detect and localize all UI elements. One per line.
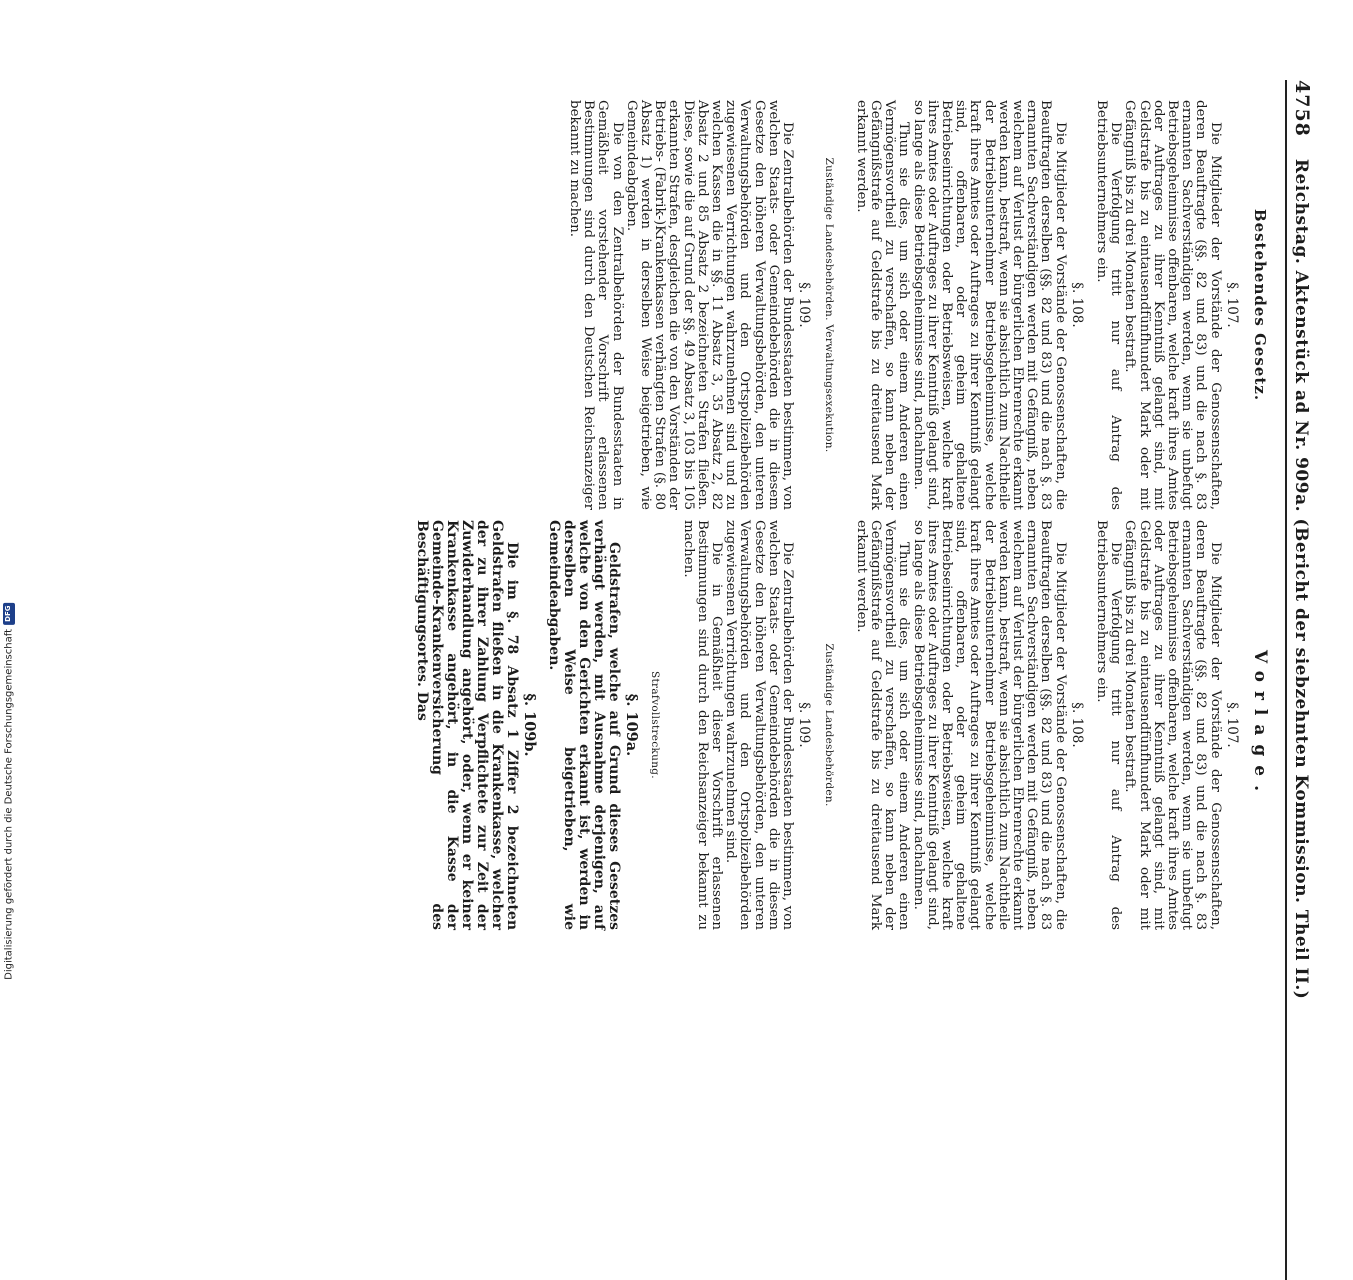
section-heading: §. 108. [1068,282,1085,328]
digitization-credit [2,20,16,980]
paragraph: Die Mitglieder der Vorstände der Genossenschaften, deren Beauftragte (§§. 82 und 83) und die nach §. 83 ernannten Sachverständigen werden, wenn sie unbefugt Betriebsgeheimnisse offenbaren, welche kraft ihres Amtes oder Auftrages zu ihrer Kenntniß gelangt sind, mit Geldstrafe bis zu eintausendfünfhundert Mark oder mit Gefängniß bis zu drei Monaten bestraft. [1122,520,1223,930]
paragraph: Thun sie dies, um sich oder einem Anderen einen Vermögensvortheil zu verschaffen, so kann neben der Gefängnißstrafe auf Geldstrafe bis zu dreitausend Mark erkannt werden. [853,520,912,930]
paragraph: Die im §. 78 Absatz 1 Ziffer 2 bezeichneten Geldstrafen fließen in die Krankenkasse, welcher der zu ihrer Zahlung Verpflichtete zur Zeit der Zuwiderhandlung angehört, oder, wenn er keiner Krankenkasse angehört, in die Kasse der Gemeinde-Krankenversicherung des Beschäftigungsortes. Das [413,520,520,930]
column-existing-law [567,100,1271,510]
section-heading: §. 107. [1223,702,1240,748]
dfg-logo-icon: DFG [3,603,15,625]
section-heading: §. 109b. [521,693,539,757]
running-title: Reichstag. Aktenstück ad Nr. 909a. (Bericht der siebzehnten Kommission. Theil II.) [1291,158,1311,1000]
margin-heading: Zuständige Landesbehörden. [822,643,835,807]
page-number: 4758 [1291,80,1313,137]
paragraph: Die in Gemäßheit dieser Vorschrift erlassenen Bestimmungen sind durch den Reichsanzeiger bekannt zu machen. [680,520,725,930]
section-heading: §. 109a. [623,693,641,757]
paragraph: Die Mitglieder der Vorstände der Genossenschaften, die Beauftragten derselben (§§. 82 und 83) und die nach §. 83 ernannten Sachverständigen werden mit Gefängniß, neben welchem auf Verlust der bürgerlichen Ehrenrechte erkannt werden kann, bestraft, wenn sie absichtlich zum Nachtheile der Betriebsunternehmer Betriebsgeheimnisse, welche kraft ihres Amtes oder Auftrages zu ihrer Kenntniß gelangt sind, offenbaren, oder geheim gehaltene Betriebseinrichtungen oder Betriebsweisen, welche kraft ihres Amtes oder Auftrages zu ihrer Kenntniß gelangt sind, so lange als diese Betriebsgeheimnisse sind, nachahmen. [910,100,1068,510]
header-rule [1285,80,1287,1280]
margin-heading: Strafvollstreckung. [649,671,662,779]
paragraph: Geldstrafen, welche auf Grund dieses Gesetzes verhängt werden, mit Ausnahme derjenigen, auf welche von den Gerichten erkannt ist, werden in derselben Weise beigetrieben, wie Gemeindeabgaben. [546,520,623,930]
paragraph: Die von den Zentralbehörden der Bundesstaaten in Gemäßheit vorstehender Vorschrift erlassenen Bestimmungen sind durch den Deutschen Reichsanzeiger bekannt zu machen. [567,100,625,510]
paragraph: Die Zentralbehörden der Bundesstaaten bestimmen, von welchen Staats- oder Gemeindebehörden die in diesem Gesetze den höheren Verwaltungsbehörden, den unteren Verwaltungsbehörden und den Ortspolizeibehörden zugewiesenen Verrichtungen wahrzunehmen sind. [723,520,796,930]
paragraph: Die Verfolgung tritt nur auf Antrag des Betriebsunternehmers ein. [1093,100,1124,510]
column-proposal [414,520,1271,930]
margin-heading: Zuständige Landesbehörden. Verwaltungsexekution. [822,157,835,453]
paragraph: Die Zentralbehörden der Bundesstaaten bestimmen, von welchen Staats- oder Gemeindebehörden die in diesem Gesetze den höheren Verwaltungsbehörden, den unteren Verwaltungsbehörden und den Ortspolizeibehörden zugewiesenen Verrichtungen wahrzunehmen sind und zu welchen Kassen die in §§. 11 Absatz 3, 35 Absatz 2, 82 Absatz 2 und 85 Absatz 2 bezeichneten Strafen fließen. Diese, sowie die auf Grund der §§. 49 Absatz 3, 103 bis 105 erkannten Strafen, desgleichen die von den Vorständen der Betriebs- (Fabrik-)Krankenkassen verhängten Strafen (§. 80 Absatz 1) werden in derselben Weise beigetrieben, wie Gemeindeabgaben. [623,100,796,510]
section-heading: §. 109. [796,702,813,748]
section-heading: §. 109. [796,282,813,328]
paragraph: Die Mitglieder der Vorstände der Genossenschaften, deren Beauftragte (§§. 82 und 83) und die nach §. 83 ernannten Sachverständigen werden, wenn sie unbefugt Betriebsgeheimnisse offenbaren, welche kraft ihres Amtes oder Auftrages zu ihrer Kenntniß gelangt sind, mit Geldstrafe bis zu eintausendfünfhundert Mark oder mit Gefängniß bis zu drei Monaten bestraft. [1122,100,1223,510]
paragraph: Die Mitglieder der Vorstände der Genossenschaften, die Beauftragten derselben (§§. 82 und 83) und die nach §. 83 ernannten Sachverständigen werden mit Gefängniß, neben welchem auf Verlust der bürgerlichen Ehrenrechte erkannt werden kann, bestraft, wenn sie absichtlich zum Nachtheile der Betriebsunternehmer Betriebsgeheimnisse, welche kraft ihres Amtes oder Auftrages zu ihrer Kenntniß gelangt sind, offenbaren, oder geheim gehaltene Betriebseinrichtungen oder Betriebsweisen, welche kraft ihres Amtes oder Auftrages zu ihrer Kenntniß gelangt sind, so lange als diese Betriebsgeheimnisse sind, nachahmen. [910,520,1068,930]
column-title: Vorlage. [1250,649,1270,801]
column-body [414,520,1239,930]
paragraph: Die Verfolgung tritt nur auf Antrag des Betriebsunternehmers ein. [1093,520,1124,930]
running-head [1285,80,1313,1000]
section-heading: §. 108. [1068,702,1085,748]
section-heading: §. 107. [1223,282,1240,328]
column-body [567,100,1239,510]
paragraph: Thun sie dies, um sich oder einem Anderen einen Vermögensvortheil zu verschaffen, so kann neben der Gefängnißstrafe auf Geldstrafe bis zu dreitausend Mark erkannt werden. [853,100,912,510]
column-title: Bestehendes Gesetz. [1251,208,1269,402]
credit-text: Digitalisierung gefördert durch die Deutsche Forschungsgemeinschaft [3,629,15,980]
